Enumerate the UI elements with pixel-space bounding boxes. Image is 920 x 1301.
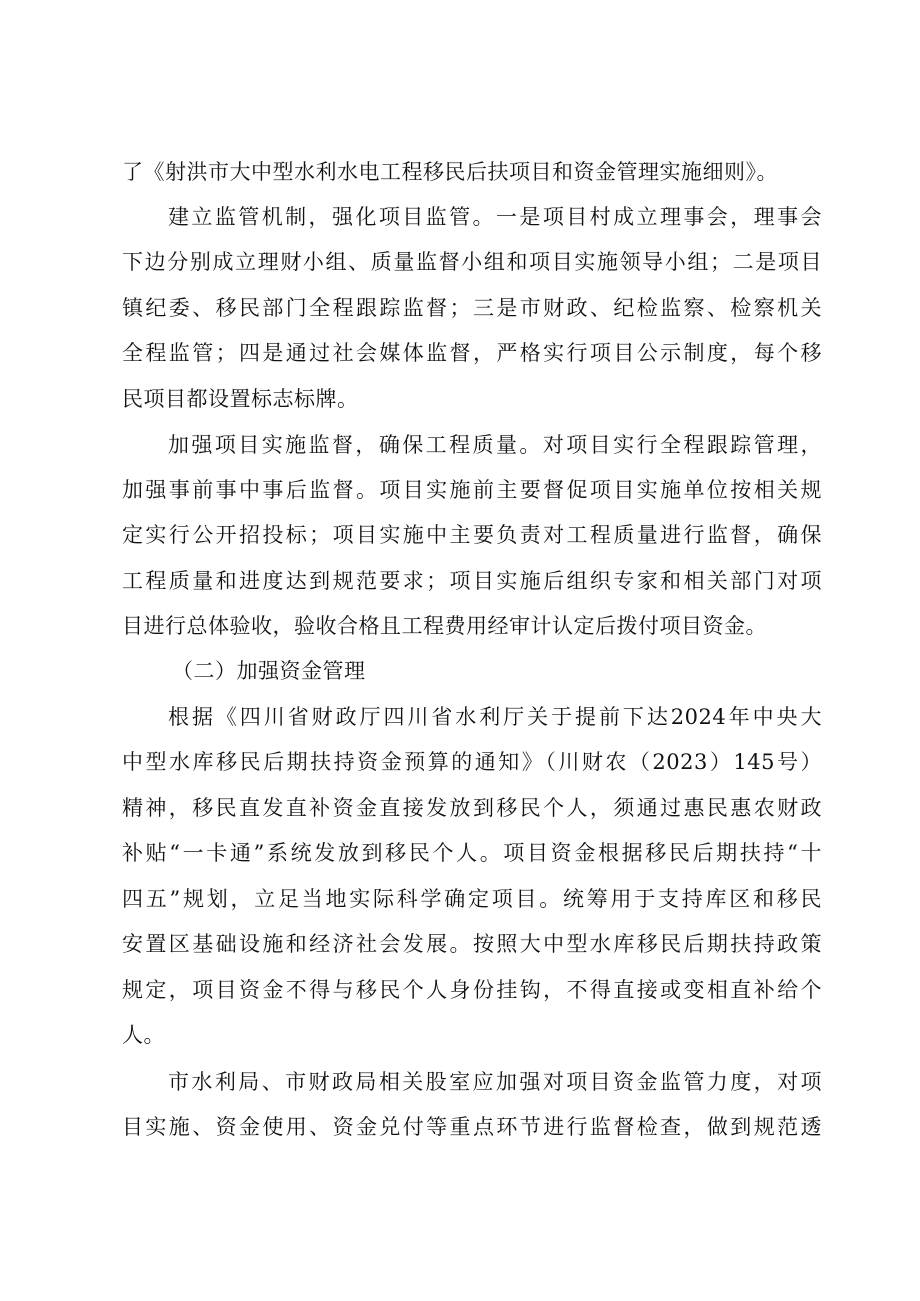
text-line-14: 中型水库移民后期扶持资金预算的通知》（川财农（2023）145号）	[122, 750, 822, 774]
text-line-13: 根据《四川省财政厅四川省水利厅关于提前下达2024年中央大	[168, 705, 822, 729]
text-line-15: 精神，移民直发直补资金直接发放到移民个人，须通过惠民惠农财政	[122, 796, 822, 820]
text-line-2: 建立监管机制，强化项目监管。一是项目村成立理事会，理事会	[168, 205, 822, 229]
text-line-1: 了《射洪市大中型水利水电工程移民后扶项目和资金管理实施细则》。	[122, 160, 778, 184]
text-line-18: 安置区基础设施和经济社会发展。按照大中型水库移民后期扶持政策	[122, 932, 822, 956]
text-line-11: 目进行总体验收，验收合格且工程费用经审计认定后拨付项目资金。	[122, 614, 767, 638]
text-line-17: 四五”规划，立足当地实际科学确定项目。统筹用于支持库区和移民	[122, 887, 822, 911]
text-line-21: 市水利局、市财政局相关股室应加强对项目资金监管力度，对项	[168, 1070, 822, 1094]
text-line-4: 镇纪委、移民部门全程跟踪监督；三是市财政、纪检监察、检察机关	[122, 296, 822, 320]
text-line-7: 加强项目实施监督，确保工程质量。对项目实行全程跟踪管理，	[168, 433, 822, 457]
text-line-6: 民项目都设置标志标牌。	[122, 387, 359, 411]
text-line-19: 规定，项目资金不得与移民个人身份挂钩，不得直接或变相直补给个	[122, 978, 822, 1002]
text-line-3: 下边分别成立理财小组、质量监督小组和项目实施领导小组；二是项目	[122, 250, 822, 274]
section-heading: （二）加强资金管理	[172, 659, 366, 683]
text-line-5: 全程监管；四是通过社会媒体监督，严格实行项目公示制度，每个移	[122, 341, 822, 365]
text-line-20: 人。	[122, 1023, 165, 1047]
text-line-8: 加强事前事中事后监督。项目实施前主要督促项目实施单位按相关规	[122, 478, 822, 502]
text-line-22: 目实施、资金使用、资金兑付等重点环节进行监督检查，做到规范透	[122, 1115, 822, 1139]
text-line-9: 定实行公开招投标；项目实施中主要负责对工程质量进行监督，确保	[122, 523, 822, 547]
text-line-16: 补贴“一卡通”系统发放到移民个人。项目资金根据移民后期扶持“十	[122, 841, 822, 865]
text-line-10: 工程质量和进度达到规范要求；项目实施后组织专家和相关部门对项	[122, 569, 822, 593]
